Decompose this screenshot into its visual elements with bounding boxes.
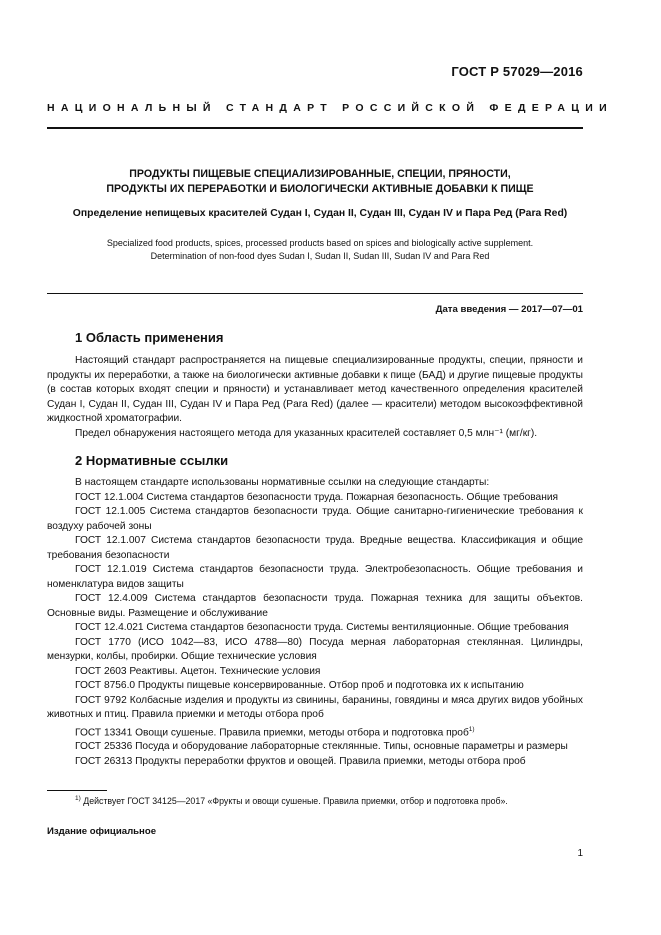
section-1-paragraph: Настоящий стандарт распространяется на пищевые специализированные продукты, специи, пряности и продукты их переработки, а также на биологически активные добавки к пище (БАД) и другие пищевые продукты (в состав которых входят специи и пряности) и устанавливает метод качественного определения красителей Судан I, Судан II, Судан III, Судан IV и Пара Ред (Para Red) (далее — красители) методом высокоэффективной жидкостной хроматографии. [47, 355, 583, 424]
section-2-heading: 2 Нормативные ссылки [75, 453, 229, 468]
page-number: 1 [577, 848, 583, 859]
footnote-divider [47, 790, 107, 791]
top-divider [47, 127, 583, 129]
title-line-1: ПРОДУКТЫ ПИЩЕВЫЕ СПЕЦИАЛИЗИРОВАННЫЕ, СПЕЦИИ, ПРЯНОСТИ, [129, 168, 511, 180]
official-edition-label: Издание официальное [47, 826, 157, 837]
reference-item: ГОСТ 26313 Продукты переработки фруктов и овощей. Правила приемки, методы отбора проб [75, 755, 526, 767]
middle-divider [47, 293, 583, 294]
section-1-paragraph: Предел обнаружения настоящего метода для указанных красителей составляет 0,5 млн⁻¹ (мг/кг). [75, 427, 538, 439]
footnote-text: Действует ГОСТ 34125—2017 «Фрукты и овощи сушеные. Правила приемки, отбор и подготовка проб». [83, 795, 508, 806]
section-1-body [47, 354, 583, 441]
section-2-body [47, 476, 583, 769]
reference-item: ГОСТ 12.1.004 Система стандартов безопасности труда. Пожарная безопасность. Общие требования [75, 491, 559, 503]
intro-date: Дата введения — 2017—07—01 [435, 304, 583, 315]
national-standard-banner: НАЦИОНАЛЬНЫЙ СТАНДАРТ РОССИЙСКОЙ ФЕДЕРАЦИИ [47, 102, 613, 114]
reference-item: ГОСТ 8756.0 Продукты пищевые консервированные. Отбор проб и подготовка их к испытанию [75, 680, 524, 691]
reference-item: ГОСТ 9792 Колбасные изделия и продукты из свинины, баранины, говядины и мяса других видов убойных животных и птиц. Правила приемки и методы отбора проб [47, 694, 583, 720]
reference-item: ГОСТ 1770 (ИСО 1042—83, ИСО 4788—80) Посуда мерная лабораторная стеклянная. Цилиндры, мензурки, колбы, пробирки. Общие технические условия [47, 636, 583, 662]
reference-item: ГОСТ 12.4.021 Система стандартов безопасности труда. Системы вентиляционные. Общие требования [75, 622, 569, 633]
footnote-mark: 1) [468, 725, 475, 733]
reference-text: ГОСТ 13341 Овощи сушеные. Правила приемки, методы отбора и подготовка проб [75, 726, 469, 738]
gost-code: ГОСТ Р 57029—2016 [451, 64, 583, 79]
section-1-heading: 1 Область применения [75, 330, 224, 345]
document-subtitle: Определение непищевых красителей Судан I, Судан II, Судан III, Судан IV и Пара Ред (Para Red) [72, 208, 568, 219]
english-title-line-2: Determination of non-food dyes Sudan I, Sudan II, Sudan III, Sudan IV and Para Red [150, 250, 490, 261]
reference-item: ГОСТ 12.1.005 Система стандартов безопасности труда. Общие санитарно-гигиенические требования к воздуху рабочей зоны [47, 506, 583, 532]
reference-item: ГОСТ 2603 Реактивы. Ацетон. Технические условия [75, 665, 321, 677]
reference-item: ГОСТ 12.4.009 Система стандартов безопасности труда. Пожарная техника для защиты объектов. Основные виды. Размещение и обслуживание [47, 593, 583, 619]
footnote-mark: 1) [75, 795, 81, 802]
section-2-intro: В настоящем стандарте использованы нормативные ссылки на следующие стандарты: [75, 477, 490, 488]
reference-item: ГОСТ 12.1.019 Система стандартов безопасности труда. Электробезопасность. Общие требования и номенклатура видов защиты [47, 564, 583, 590]
english-title-line-1: Specialized food products, spices, processed products based on spices and biologically active supplement. [106, 238, 534, 248]
reference-item: ГОСТ 12.1.007 Система стандартов безопасности труда. Вредные вещества. Классификация и общие требования безопасности [47, 535, 583, 561]
reference-item-with-footnote [47, 723, 583, 741]
document-title [60, 167, 580, 197]
english-title [40, 237, 600, 262]
reference-item: ГОСТ 25336 Посуда и оборудование лабораторные стеклянные. Типы, основные параметры и размеры [75, 741, 568, 753]
footnote [75, 795, 595, 806]
title-line-2: ПРОДУКТЫ ИХ ПЕРЕРАБОТКИ И БИОЛОГИЧЕСКИ АКТИВНЫЕ ДОБАВКИ К ПИЩЕ [106, 183, 534, 195]
